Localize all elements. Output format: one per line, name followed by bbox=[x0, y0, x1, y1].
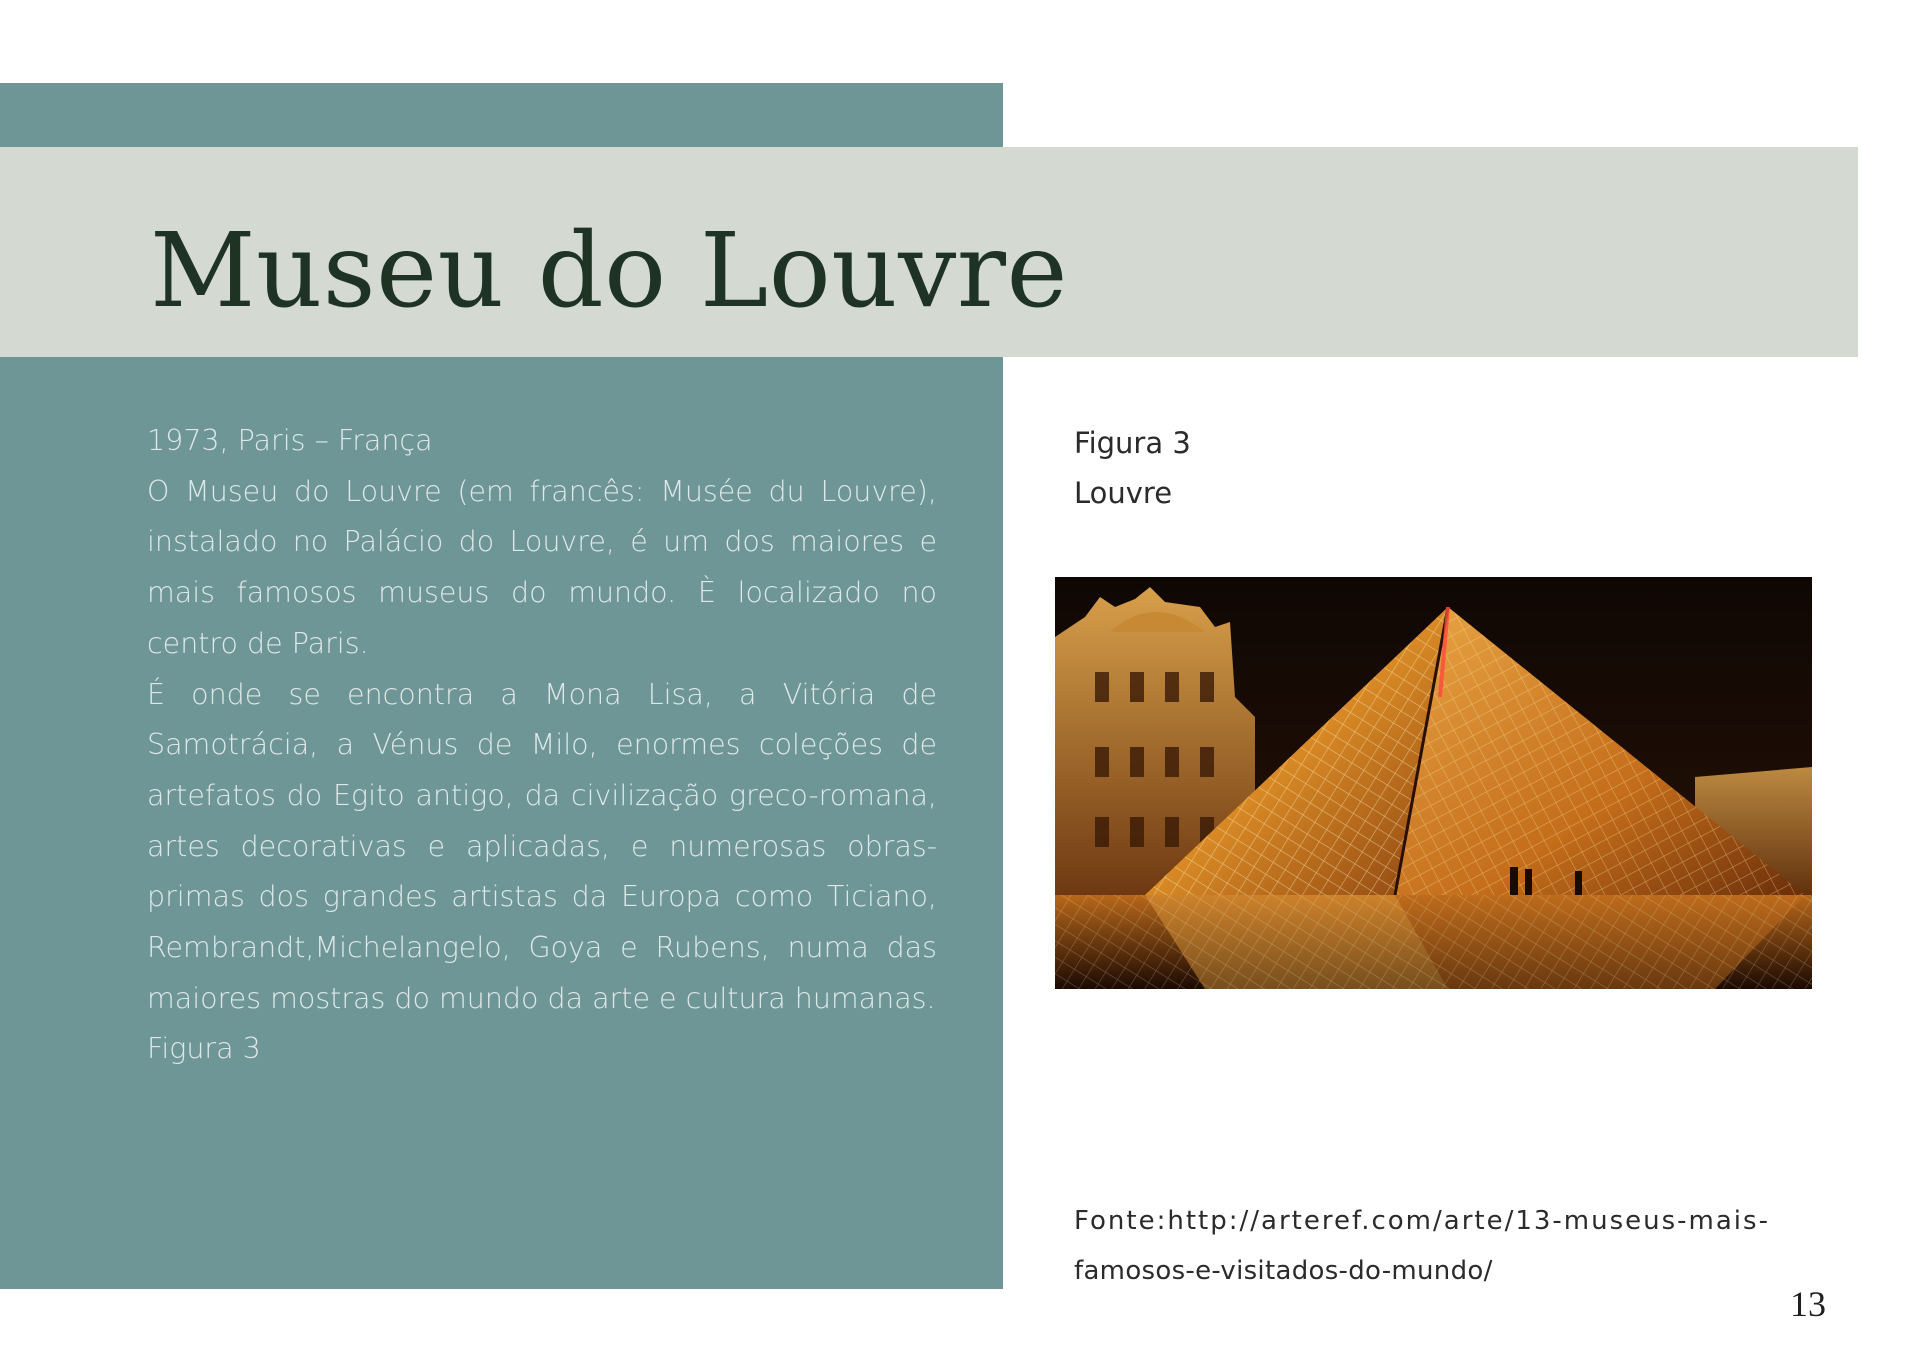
image-source-line-2: famosos-e-visitados-do-mundo/ bbox=[1074, 1256, 1493, 1286]
body-text bbox=[147, 416, 937, 1075]
body-paragraph-location: 1973, Paris – França bbox=[147, 424, 433, 457]
body-paragraph-figure-ref: Figura 3 bbox=[147, 1032, 261, 1066]
figure-title: Louvre bbox=[1074, 476, 1173, 510]
louvre-pyramid-photo bbox=[1055, 577, 1812, 989]
body-paragraph-intro: O Museu do Louvre (em francês: Musée du Louvre), instalado no Palácio do Louvre, é um dos maiores e mais famosos museus do mundo. È localizado no centro de Paris. bbox=[147, 474, 937, 660]
image-source-line-1: Fonte:http://arteref.com/arte/13-museus-mais- bbox=[1074, 1206, 1770, 1236]
figure-label: Figura 3 bbox=[1074, 426, 1191, 460]
body-paragraph-collections: É onde se encontra a Mona Lisa, a Vitória de Samotrácia, a Vénus de Milo, enormes coleções de artefatos do Egito antigo, da civilização greco-romana, artes decorativas e aplicadas, e numerosas obras-primas dos grandes artistas da Europa como Ticiano, Rembrandt,Michelangelo, Goya e Rubens, numa das maiores mostras do mundo da arte e cultura humanas. bbox=[147, 677, 937, 1015]
image-source bbox=[1074, 1196, 1834, 1296]
figure-caption bbox=[1074, 418, 1191, 518]
page-title: Museu do Louvre bbox=[150, 211, 1069, 331]
page-number: 13 bbox=[1790, 1284, 1826, 1324]
